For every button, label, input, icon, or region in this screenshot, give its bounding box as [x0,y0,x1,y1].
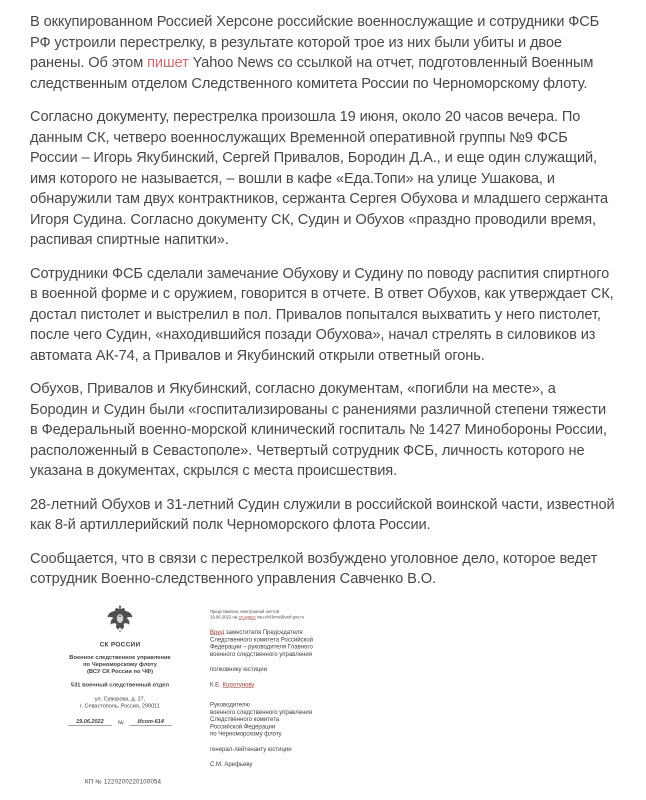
scan-name-1-initials: К.Е. [210,680,223,688]
scan-addressee-1-line1: Следственного комитета Российской [210,635,313,643]
scan-address-line2: г. Севастополь, Россия, 299011 [80,702,160,709]
scan-addressee-1-line0 [210,628,410,635]
scan-addressee-1-line2: Федерации – руководителя Главного [210,642,313,650]
scan-name-1 [210,680,410,687]
scan-department-line2: по Черноморскому флоту [83,661,157,667]
scan-case-number: КП № 1220200220100054 [85,777,162,785]
scan-email-meta-line1: Представлено электронной почтой [210,608,279,614]
scan-department [45,654,195,675]
scan-address-line1: ул. Суворова, д. 27, [94,695,146,702]
paragraph-5: 28-летний Обухов и 31-летний Судин служили в российской воинской части, известной как 8-й артиллерийский полк Черноморского флота России. [30,496,615,533]
scan-addressee-2 [210,701,410,737]
scan-number-sign: № [117,719,124,725]
scan-email-meta-pre: 19.06.2022 на [210,613,239,619]
scan-email-address-link: эл.адрес [238,613,256,619]
scan-name-2: С.М. Арефьеву [210,760,253,767]
scan-email-meta [210,609,410,620]
pishet-source-link[interactable]: пишет [147,55,189,71]
scan-addressee-2-line0: Руководителю [210,700,251,708]
paragraph-1-text-before: В оккупированном Россией Херсоне российские военнослужащие и сотрудники ФСБ РФ устроили перестрелку, в результате которой трое из них были убиты и двое ранены. Об этом [30,14,600,71]
paragraph-4: Обухов, Привалов и Якубинский, согласно документам, «погибли на месте», а Бородин и Судин были «госпитализированы с ранениями различной степени тяжести в Федеральный военно-морской клинический госпиталь № 1427 Минобороны России, расположенный в Севастополе». Четвертый сотрудник ФСБ, личность которого не указана в документах, скрылся с места происшествия. [30,381,607,479]
scan-addressee-1-line0-rest: заместителя Председателя [224,628,303,635]
scan-addressee-2-line4: по Черноморскому флоту [210,729,282,737]
russian-coat-of-arms-icon [106,605,134,637]
scan-addressee-1-line3: военного следственного управления [210,649,312,657]
paragraph-2: Согласно документу, перестрелка произошла 19 июня, около 20 часов вечера. По данным СК, четверо военнослужащих Временной оперативной группы №9 ФСБ России – Игорь Якубинский, Сергей Привалов, Бородин Д.А., и еще один служащий, имя которого не называется, – вошли в кафе «Еда.Топи» на улице Ушакова, и обнаружили там двух контрактников, сержанта Сергея Обухова и младшего сержанта Игоря Судина. Согласно документу СК, Судин и Обухов «праздно проводили время, распивая спиртные напитки». [30,109,609,248]
scan-vrid-link: Врид [210,628,225,635]
document-scan-content [45,603,440,785]
scan-addressee-block [210,603,410,768]
scan-addressee-1 [210,628,410,657]
paragraph-1 [30,12,616,94]
scan-unit: 531 военный следственный отдел [70,681,170,688]
scan-email-meta-post: vsu-chf-kmo@vsrf.gov.ru [255,613,304,619]
scan-department-line1: Военное следственное управление [69,654,171,660]
paragraph-3: Сотрудники ФСБ сделали замечание Обухову и Судину по поводу распития спиртного в военной форме и с оружием, говорится в отчете. В ответ Обухов, как утверждает СК, достал пистолет и выстрелил в пол. Привалов попытался выхватить у него пистолет, после чего Судин, «находившийся позади Обухова», начал стрелять в силовиков из автомата АК-74, а Привалов и Якубинский открыли ответный огонь. [30,265,614,364]
scan-rank-2: генерал-лейтенанту юстиции [210,744,292,752]
scan-address [45,696,195,710]
scan-addressee-2-line1: военного следственного управления [210,707,312,715]
scan-addressee-2-line2: Следственного комитета [210,715,280,722]
paragraph-6: Сообщается, что в связи с перестрелкой возбуждено уголовное дело, которое ведет сотрудник Военно-следственного управления Савченко В.О. [30,550,598,587]
scan-email-meta-line2 [210,614,410,619]
scan-letterhead [45,603,195,768]
paragraph-1-text-after: Yahoo News со ссылкой на отчет, подготовленный Военным следственным отделом Следственного комитета России по Черноморскому флоту. [30,55,594,92]
scan-rank-1: полковнику юстиции [210,665,267,672]
scan-doc-number: Исот-614 [130,718,172,725]
scan-addressee-2-line3: Российской Федерации [210,722,276,730]
scan-department-line3: (ВСУ СК России по ЧФ) [87,668,153,674]
scan-date-number-row [45,718,195,725]
scan-org-title: СК РОССИИ [99,640,141,648]
document-scan-image[interactable] [45,603,440,785]
scan-date: 19.06.2022 [68,718,112,725]
scan-name-1-surname-link: Коротунову [222,680,255,688]
